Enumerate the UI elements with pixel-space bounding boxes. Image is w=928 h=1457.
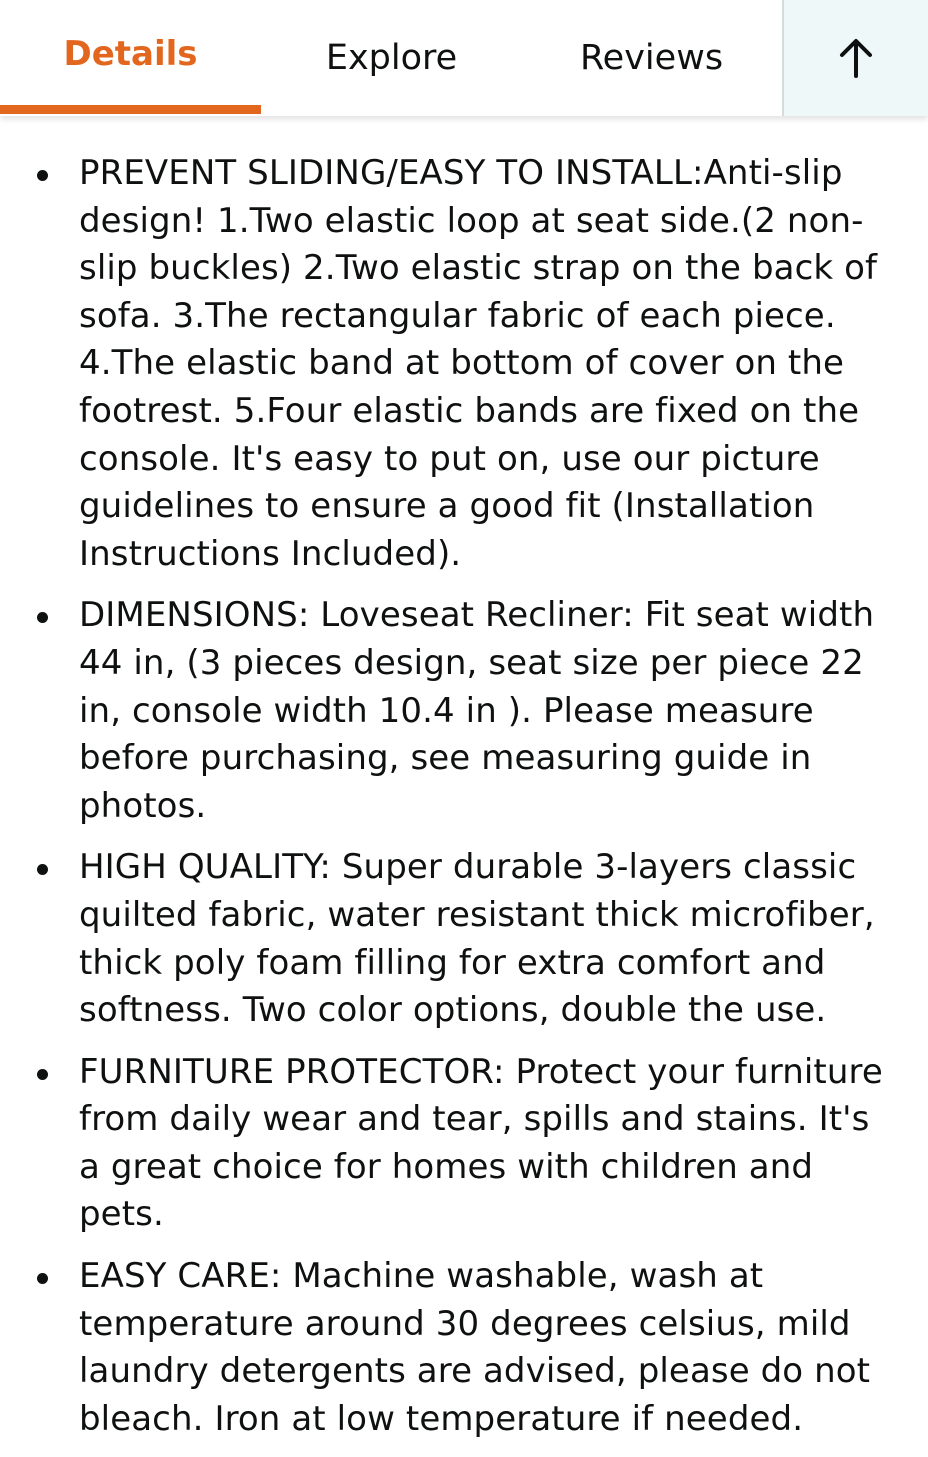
bullet-dot — [37, 864, 48, 875]
bullet-text: HIGH QUALITY: Super durable 3-layers classic quilted fabric, water resistant thick microfiber, thick poly foam filling for extra comfort and softness. Two color options, double the use. — [79, 847, 875, 1031]
bullet-text: EASY CARE: Machine washable, wash at temperature around 30 degrees celsius, mild laundry detergents are advised, please do not bleach. Iron at low temperature if needed. — [79, 1256, 871, 1439]
bullet-list — [0, 150, 928, 1443]
bullet-dot — [37, 1069, 48, 1080]
tab-details[interactable]: Details — [63, 34, 198, 74]
tab-reviews[interactable]: Reviews — [579, 38, 724, 78]
list-item — [0, 844, 928, 1034]
arrow-up-icon — [838, 38, 874, 78]
list-item — [0, 1253, 928, 1443]
bullet-text: FURNITURE PROTECTOR: Protect your furniture from daily wear and tear, spills and stains. It's a great choice for homes with children and pets. — [79, 1051, 883, 1235]
bullet-text: PREVENT SLIDING/EASY TO INSTALL:Anti-slip design! 1.Two elastic loop at seat side.(2 non-slip buckles) 2.Two elastic strap on the back of sofa. 3.The rectangular fabric of each piece. 4.The elastic band at bottom of cover on the footrest. 5.Four elastic bands are fixed on the console. It's easy to put on, use our picture guidelines to ensure a good fit (Installation Instructions Included). — [79, 153, 878, 574]
feature-bullets — [0, 150, 928, 1457]
bullet-text: DIMENSIONS: Loveseat Recliner: Fit seat width 44 in, (3 pieces design, seat size per piece 22 in, console width 10.4 in ). Please measure before purchasing, see measuring guide in photos. — [79, 595, 875, 826]
list-item — [0, 1049, 928, 1239]
bullet-dot — [37, 1273, 48, 1284]
list-item — [0, 592, 928, 830]
active-tab-indicator — [0, 105, 261, 114]
bullet-dot — [37, 170, 48, 181]
scroll-to-top-button[interactable] — [782, 0, 928, 116]
list-item — [0, 150, 928, 578]
bullet-dot — [37, 612, 48, 623]
tab-explore[interactable]: Explore — [325, 38, 458, 78]
tab-bar — [0, 0, 928, 116]
